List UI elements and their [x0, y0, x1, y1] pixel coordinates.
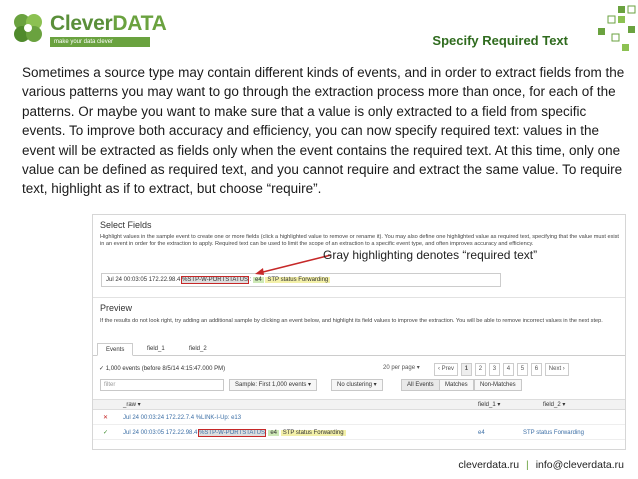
brand-logo: [10, 8, 167, 50]
footer-separator: |: [526, 459, 529, 471]
slide-body-text: Sometimes a source type may contain different kinds of events, and in order to extract fields from the various patterns you may want to go through the extraction process more than once, for each of the patterns. Or maybe you want to make sure that a value is only extracted to a field from specific events. To improve both accuracy and efficiency, you can now specify required text: values in the event will be extracted as fields only when the event contains the required text. At this time, only one value can be defined as required text, and you cannot require and extract the same value. To require text, highlight as if to extract, but choose “require”.: [22, 65, 625, 197]
page-button[interactable]: 2: [475, 363, 486, 376]
page-button[interactable]: 3: [489, 363, 500, 376]
decorative-squares-icon: [588, 0, 638, 62]
prev-page-button[interactable]: ‹ Prev: [434, 363, 458, 376]
brand-name: CleverDATA: [50, 12, 167, 35]
field-2-value: STP status Forwarding: [523, 430, 584, 436]
column-raw[interactable]: _raw ▾: [123, 402, 141, 408]
matches-button[interactable]: Matches: [439, 379, 474, 391]
footer-website[interactable]: cleverdata.ru: [458, 459, 520, 471]
footer: [458, 459, 624, 471]
tab-events[interactable]: Events: [97, 343, 133, 356]
clustering-select[interactable]: No clustering ▾: [331, 379, 383, 391]
required-text-highlight: %STP-W-PORTSTATUS: [199, 430, 265, 436]
preview-heading: Preview: [100, 303, 133, 313]
page-button[interactable]: 1: [461, 363, 472, 376]
tab-field-1[interactable]: field_1: [147, 346, 165, 352]
all-events-button[interactable]: All Events: [401, 379, 440, 391]
select-fields-heading: Select Fields: [100, 220, 152, 230]
field-2-highlight: STP status Forwarding: [282, 430, 344, 436]
callout-arrow-icon: [253, 251, 333, 277]
clover-logo-icon: [10, 10, 46, 46]
footer-email[interactable]: info@cleverdata.ru: [535, 459, 624, 471]
required-text-highlight[interactable]: %STP-W-PORTSTATUS: [182, 277, 248, 283]
slide-title: Specify Required Text: [432, 33, 568, 48]
next-page-button[interactable]: Next ›: [545, 363, 569, 376]
results-table-header: [93, 399, 625, 410]
event-text: Jul 24 00:03:05 172.22.98.4: [106, 277, 181, 283]
column-field-1[interactable]: field_1 ▾: [478, 402, 501, 408]
table-row[interactable]: [93, 427, 625, 440]
column-field-2[interactable]: field_2 ▾: [543, 402, 566, 408]
required-text-callout: Gray highlighting denotes “required text”: [323, 248, 538, 262]
raw-event: [123, 427, 346, 439]
raw-event: Jul 24 00:03:24 172.22.7.4 %LINK-I-Up: e13: [123, 415, 242, 421]
brand-tagline: make your data clever: [50, 37, 150, 47]
field-2-highlight[interactable]: STP status Forwarding: [267, 277, 329, 283]
pagination: [433, 363, 569, 374]
splunk-screenshot: [92, 214, 626, 450]
section-divider: [93, 297, 625, 298]
field-1-highlight: e4: [270, 430, 278, 436]
event-separator: :: [249, 277, 252, 283]
page-button[interactable]: 5: [517, 363, 528, 376]
events-count: ✓ 1,000 events (before 8/5/14 4:15:47.000 PM): [99, 366, 226, 372]
preview-tabs: [93, 343, 625, 356]
match-icon: ✓: [103, 430, 109, 436]
non-matches-button[interactable]: Non-Matches: [474, 379, 522, 391]
sample-select[interactable]: Sample: First 1,000 events ▾: [229, 379, 317, 391]
tab-field-2[interactable]: field_2: [189, 346, 207, 352]
field-1-highlight[interactable]: e4: [255, 277, 262, 283]
page-button[interactable]: 4: [503, 363, 514, 376]
page-button[interactable]: 6: [531, 363, 542, 376]
filter-input[interactable]: filter: [100, 379, 224, 391]
event-text: Jul 24 00:03:05 172.22.98.4: [123, 430, 198, 436]
field-1-value: e4: [478, 430, 485, 436]
non-match-icon: ✕: [103, 415, 109, 421]
event-separator: :: [264, 430, 267, 436]
per-page-select[interactable]: 20 per page ▾: [383, 365, 420, 371]
table-row[interactable]: [93, 412, 625, 425]
preview-description: If the results do not look right, try adding an additional sample by clicking an event below, and highlight its field values to improve the extraction. You will be able to remove incorrect values in the next step.: [100, 318, 603, 324]
select-fields-description: Highlight values in the sample event to create one or more fields (click a highlighted value to remove or rename it). You may also define one highlighted value as required text, specifying that the value must exist in an event in order for the extraction to apply. Required text can be used to limit the scope of an extraction to a specific event type, and often improves accuracy and efficiency.: [100, 234, 619, 248]
